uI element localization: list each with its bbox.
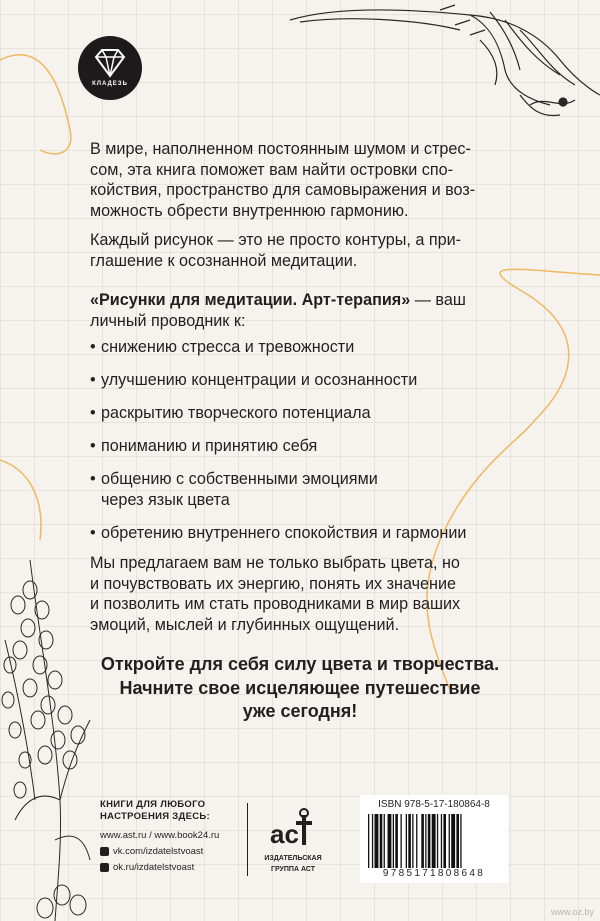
barcode-bar xyxy=(375,814,379,868)
svg-text:ас: ас xyxy=(270,819,299,847)
list-item: • улучшению концентрации и осознанности xyxy=(90,370,530,391)
text-line: сом, эта книга поможет вам найти островки спо- xyxy=(90,160,454,179)
kladez-logo xyxy=(78,36,142,100)
links-heading: КНИГИ ДЛЯ ЛЮБОГО xyxy=(100,799,206,810)
text-line: и почувствовать их энергию, понять их значение xyxy=(90,574,457,593)
text-line: • общению с собственными эмоциями xyxy=(101,470,378,488)
links-heading: НАСТРОЕНИЯ ЗДЕСЬ: xyxy=(100,811,211,822)
barcode-bar xyxy=(384,814,385,868)
guide-paragraph xyxy=(90,290,520,331)
barcode-box xyxy=(360,795,508,883)
list-item: • пониманию и принятию себя xyxy=(90,436,530,457)
websites xyxy=(100,829,219,842)
barcode-bar xyxy=(441,814,442,868)
ok-link xyxy=(100,861,219,874)
barcode-bar xyxy=(443,814,446,868)
barcode-bar xyxy=(380,814,383,868)
intro-paragraph xyxy=(90,139,520,221)
barcode-digits: 9785171808648 xyxy=(382,868,486,879)
barcode-bar xyxy=(456,814,459,868)
barcode xyxy=(368,814,500,868)
barcode-bar xyxy=(449,814,450,868)
ast-publisher-logo xyxy=(258,805,328,874)
vk-text: vk.com/izdatelstvoast xyxy=(113,846,204,857)
text-fragment: — ваш xyxy=(410,291,466,309)
text-line: Мы предлагаем вам не только выбрать цвета, но xyxy=(90,554,460,572)
barcode-bar xyxy=(460,814,461,868)
vk-icon xyxy=(100,847,109,856)
text-line: можность обрести внутреннюю гармонию. xyxy=(90,201,409,220)
text-line: эмоций, мыслей и глубинных ощущений. xyxy=(90,615,400,634)
benefits-list xyxy=(90,337,530,556)
text-line: В мире, наполненном постоянным шумом и стрес- xyxy=(90,140,471,158)
publisher-line: ИЗДАТЕЛЬСКАЯ xyxy=(264,855,322,862)
barcode-bar xyxy=(406,814,407,868)
barcode-bar xyxy=(432,814,436,868)
barcode-bar xyxy=(408,814,411,868)
logo-text: КЛАДЕЗЬ xyxy=(92,81,128,87)
text-line: койствия, пространство для самовыражения и воз- xyxy=(90,181,476,199)
barcode-bar xyxy=(401,814,402,868)
colors-paragraph xyxy=(90,553,520,635)
text-line: Каждый рисунок — это не просто контуры, а при- xyxy=(90,231,462,249)
publisher-links xyxy=(100,799,219,874)
list-item: • раскрытию творческого потенциала xyxy=(90,403,530,424)
barcode-bar xyxy=(416,814,417,868)
watermark: www.oz.by xyxy=(550,907,594,917)
barcode-bar xyxy=(437,814,438,868)
barcode-bar xyxy=(451,814,455,868)
orange-curve-left xyxy=(0,460,41,540)
text-line: через язык цвета xyxy=(101,490,230,509)
text-line: и позволить им стать проводниками в мир ваших xyxy=(90,595,461,613)
lavender-illustration xyxy=(2,560,90,921)
barcode-bar xyxy=(393,814,394,868)
text-line: личный проводник к: xyxy=(90,311,246,330)
drawing-paragraph xyxy=(90,230,520,271)
barcode-bar xyxy=(428,814,431,868)
call-to-action xyxy=(80,653,520,724)
list-item: • обретению внутреннего спокойствия и гармонии xyxy=(90,523,530,544)
barcode-bar xyxy=(425,814,426,868)
isbn-text: ISBN 978-5-17-180864-8 xyxy=(378,799,490,810)
text-line: глашение к осознанной медитации. xyxy=(90,251,358,270)
footer-divider xyxy=(247,803,248,876)
barcode-bar xyxy=(412,814,413,868)
websites-text: www.ast.ru / www.book24.ru xyxy=(100,830,220,841)
list-item xyxy=(90,469,530,510)
book-title: «Рисунки для медитации. Арт-терапия» xyxy=(90,291,411,309)
barcode-bar xyxy=(395,814,398,868)
ok-text: ok.ru/izdatelstvoast xyxy=(113,862,195,873)
vk-link xyxy=(100,845,219,858)
diamond-icon xyxy=(92,48,128,78)
barcode-bar xyxy=(388,814,392,868)
text-line: уже сегодня! xyxy=(242,701,358,721)
koi-fish-illustration xyxy=(290,5,600,116)
barcode-bar xyxy=(421,814,424,868)
ok-icon xyxy=(100,863,109,872)
barcode-bar xyxy=(368,814,369,868)
publisher-line: ГРУППА АСТ xyxy=(271,866,315,873)
text-line: Начните свое исцеляющее путешествие xyxy=(119,677,481,698)
list-item: • снижению стресса и тревожности xyxy=(90,337,530,358)
text-line: Откройте для себя силу цвета и творчества. xyxy=(100,654,500,674)
barcode-bar xyxy=(372,814,373,868)
ast-mark-icon xyxy=(268,805,318,847)
orange-curve-top-left xyxy=(0,55,71,154)
